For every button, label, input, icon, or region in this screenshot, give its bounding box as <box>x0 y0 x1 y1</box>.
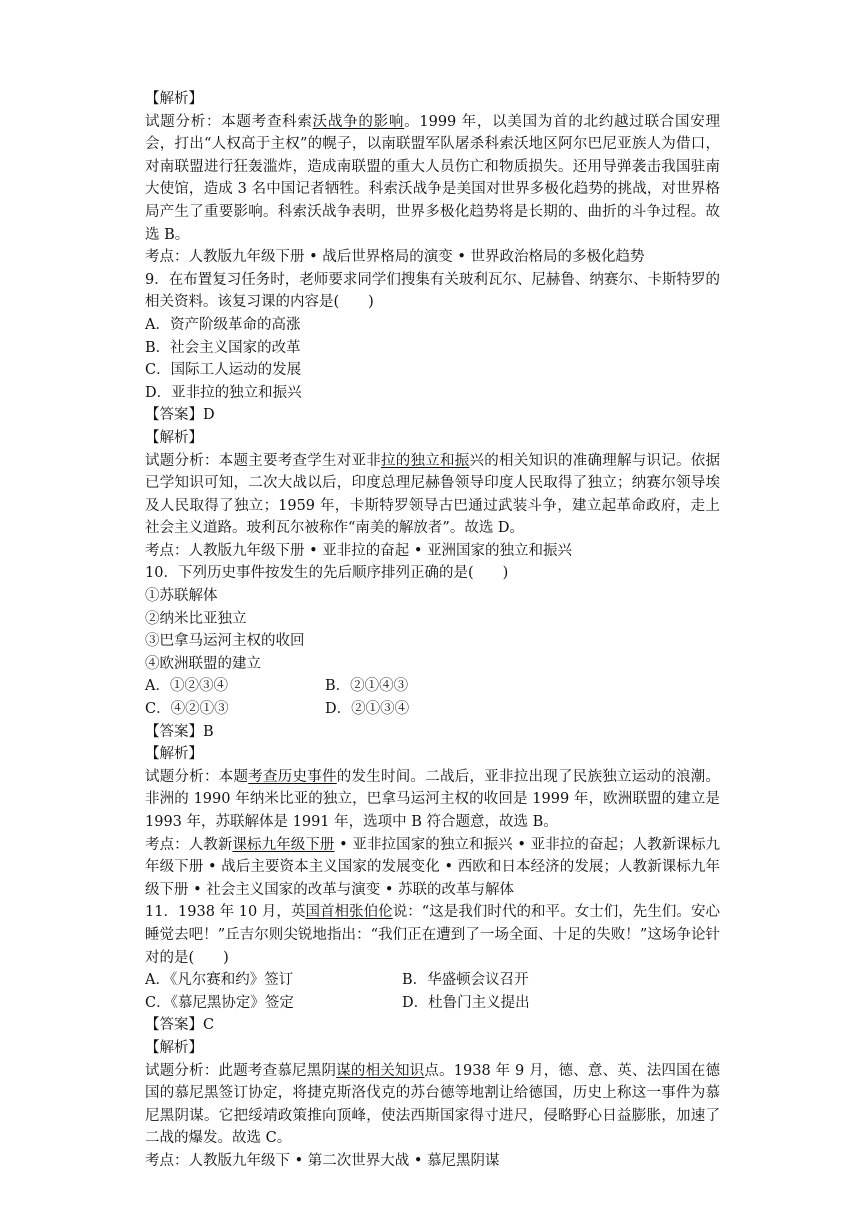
question-11-option-c: C．《慕尼黑协定》签定 <box>145 994 294 1011</box>
question-10-kaodian <box>145 834 720 902</box>
question-11-analysis-label: 【解析】 <box>145 1039 203 1056</box>
question-10-option-c: C．④②①③ <box>145 701 229 718</box>
analysis-text <box>145 111 720 247</box>
question-9-answer: 【答案】D <box>145 407 215 424</box>
question-10-item-2: ②纳米比亚独立 <box>145 610 247 627</box>
question-9-kaodian: 考点：人教版九年级下册 • 亚非拉的奋起 • 亚洲国家的独立和振兴 <box>145 542 573 559</box>
question-10-options-row-2 <box>145 698 720 721</box>
analysis-text-part: 试题分析：本题主要考查学生对亚非 <box>145 452 381 469</box>
kaodian-text-underlined: 课标九年级下册 <box>232 836 335 853</box>
question-11-analysis <box>145 1060 720 1150</box>
question-11-option-a: A．《凡尔赛和约》签订 <box>145 972 294 989</box>
question-9-analysis-label: 【解析】 <box>145 429 203 446</box>
question-9-option-c: C．国际工人运动的发展 <box>145 362 302 379</box>
kaodian-text-part: • 亚非拉国家的独立和振兴 • 亚非拉的奋起；人教新课标九年级下册 • 战后主要资本主义国家的发展变化 • 西欧和日本经济的发展；人教新课标九年级下册 • 社会主义国家的改革与演变 • 苏联的改革与解体 <box>145 836 721 898</box>
question-9-option-d: D．亚非拉的独立和振兴 <box>145 384 302 401</box>
question-11-option-d: D．杜鲁门主义提出 <box>402 994 530 1011</box>
question-10-answer: 【答案】B <box>145 723 214 740</box>
question-11-options-row-2 <box>145 992 720 1015</box>
analysis-text-underlined: 考查历史事件 <box>248 768 337 785</box>
question-10-option-b: B．②①④③ <box>325 678 409 695</box>
analysis-text-part: 试题分析：此题考查慕尼黑阴 <box>145 1062 337 1079</box>
analysis-text-part: 试题分析：本题 <box>145 768 249 785</box>
question-9-option-b: B．社会主义国家的改革 <box>145 339 301 356</box>
document-page <box>145 88 720 1173</box>
question-10-analysis-label: 【解析】 <box>145 746 203 763</box>
question-10-stem: 10．下列历史事件按发生的先后顺序排列正确的是( ) <box>145 565 509 582</box>
stem-text-part: 说：“这是我们时代的和平。女士们，先生们。安心睡觉去吧！”丘吉尔则尖锐地指出：“我们正在遭到了一场全面、十足的失败！”这场争论针对的是( ) <box>145 904 720 966</box>
question-11-option-b: B．华盛顿会议召开 <box>402 972 529 989</box>
stem-text-underlined: 国首相张伯伦 <box>305 904 393 921</box>
question-11-kaodian: 考点：人教版九年级下 • 第二次世界大战 • 慕尼黑阴谋 <box>145 1152 500 1169</box>
analysis-label: 【解析】 <box>145 91 203 107</box>
question-10-analysis <box>145 766 720 834</box>
analysis-text-part: 点。1938 年 9 月，德、意、英、法四国在德国的慕尼黑签订协定，将捷克斯洛伐克的苏台德等地割让给德国，历史上称这一事件为慕尼黑阴谋。它把绥靖政策推向顶峰，使法西斯国家得寸进尺，侵略野心日益膨胀，加速了二战的爆发。故选 C。 <box>145 1062 721 1147</box>
question-10-option-d: D．②①③④ <box>325 701 410 718</box>
question-10-option-a: A．①②③④ <box>145 678 228 695</box>
analysis-text-underlined: 谋的相关知识 <box>336 1062 425 1079</box>
kaodian-text: 考点：人教版九年级下册 • 战后世界格局的演变 • 世界政治格局的多极化趋势 <box>145 249 645 266</box>
question-10-item-3: ③巴拿马运河主权的收回 <box>145 633 305 650</box>
question-9-stem: 9．在布置复习任务时，老师要求同学们搜集有关玻利瓦尔、尼赫鲁、纳赛尔、卡斯特罗的相关资料。该复习课的内容是( ) <box>145 271 720 311</box>
question-11-options-row-1 <box>145 969 720 992</box>
analysis-text-part: 。1999 年，以美国为首的北约越过联合国安理会，打出“人权高于主权”的幌子，以南联盟军队屠杀科索沃地区阿尔巴尼亚族人为借口，对南联盟进行狂轰滥炸，造成南联盟的重大人员伤亡和物质损失。还用导弹袭击我国驻南大使馆，造成 3 名中国记者牺牲。科索沃战争是美国对世界多极化趋势的挑战，对世界格局产生了重要影响。科索沃战争表明，世界多极化趋势将是长期的、曲折的斗争过程。故选 B。 <box>145 113 721 243</box>
question-11-stem <box>145 901 720 969</box>
analysis-text-part: 试题分析：本题考查科索 <box>145 113 313 130</box>
question-9-option-a: A．资产阶级革命的高涨 <box>145 316 301 333</box>
stem-text-part: 11．1938 年 10 月，英 <box>145 904 306 921</box>
question-11-answer: 【答案】C <box>145 1017 215 1034</box>
kaodian-text-part: 考点：人教新 <box>145 836 233 853</box>
analysis-text-underlined: 拉的独立和振 <box>381 452 470 469</box>
analysis-text-part: 兴的相关知识的准确理解与识记。依据已学知识可知，二次大战以后，印度总理尼赫鲁领导印度人民取得了独立；纳赛尔领导埃及人民取得了独立；1959 年，卡斯特罗领导古巴通过武装斗争，建立起革命政府，走上社会主义道路。玻利瓦尔被称作“南美的解放者”。故选 D。 <box>145 452 720 537</box>
question-9-analysis <box>145 450 720 540</box>
analysis-text-underlined: 沃战争的影响 <box>312 113 405 130</box>
question-10-item-1: ①苏联解体 <box>145 588 218 605</box>
analysis-text-part: 的发生时间。二战后，亚非拉出现了民族独立运动的浪潮。非洲的 1990 年纳米比亚的独立，巴拿马运河主权的收回是 1999 年，欧洲联盟的建立是 1993 年，苏联解体是 1991 年，选项中 B 符合题意，故选 B。 <box>145 768 720 830</box>
question-10-item-4: ④欧洲联盟的建立 <box>145 655 261 672</box>
question-10-options-row-1 <box>145 675 720 698</box>
